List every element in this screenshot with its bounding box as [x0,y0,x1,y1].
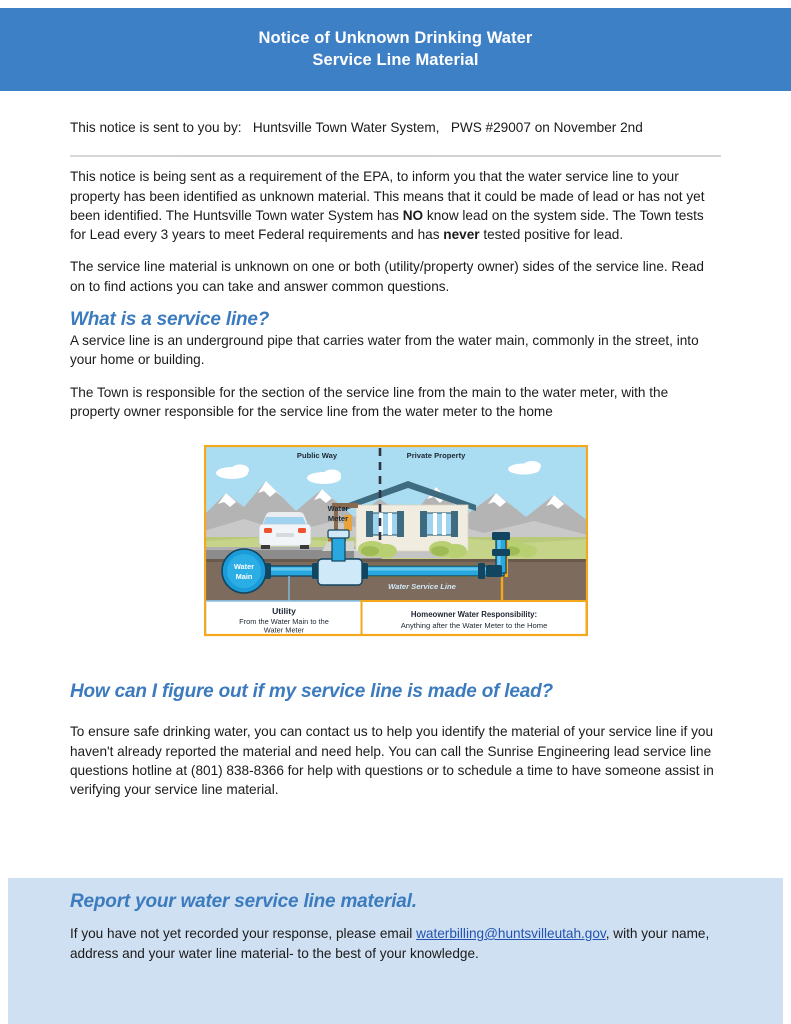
page-header-bar [0,8,791,91]
intro-p1-part-c: tested positive for lead. [479,227,624,243]
intro-p1-part-a: This notice is being sent as a requirement of the EPA, to inform you that the water service line to your property has been identified as unknown material. This means that it could be made of lead or has not yet been identified. The Huntsville Town water System has [70,169,705,223]
report-text-before: If you have not yet recorded your response, please email [70,926,417,941]
service-line-diagram-wrap [70,445,721,637]
sender-name: Huntsville Town Water System, [252,120,440,135]
page-title [259,28,533,72]
heading-what-is-a-service-line: What is a service line? [70,309,270,331]
intro-paragraph-1 [70,167,721,244]
intro-paragraph-2: The service line material is unknown on one or both (utility/property owner) sides of the service line. Read on to find actions you can take and answer common questions. [70,259,704,294]
pipe-coupling-6 [492,532,510,540]
document-body [0,91,791,799]
sender-pws: PWS #29007 on November 2nd [450,120,643,135]
house-window-left [372,513,398,535]
email-link[interactable]: waterbilling@huntsvilleutah.gov [416,926,606,941]
report-paragraph [70,924,713,963]
label-water-main-line1: Water [233,562,254,572]
label-water-meter-line1: Water [327,504,348,514]
page-title-line-2: Service Line Material [312,50,479,69]
page-title-line-1: Notice of Unknown Drinking Water [258,28,533,47]
content-column [0,91,791,799]
label-water-main-line2: Main [235,572,252,582]
heading-report-material: Report your water service line material. [70,891,417,912]
legend-utility-line2: Water Meter [263,625,304,635]
water-meter-cap [328,530,349,538]
car-taillight-left [264,528,272,533]
report-band-inner [8,878,783,963]
emphasis-never: never [443,227,480,243]
service-line-paragraph-1: A service line is an underground pipe that carries water from the water main, commonly in the street, into your home or building. [70,333,699,368]
service-line-diagram-svg [204,445,588,637]
report-band [8,878,783,1024]
intro-p1-part-b: know lead on the system side. The Town tests for Lead every 3 years to meet Federal requirements and has [70,207,704,243]
heading-how-to-figure-out-lead: How can I figure out if my service line is made of lead? [70,681,553,703]
lead-section-paragraph: To ensure safe drinking water, you can contact us to help you identify the material of your service line if you haven't already reported the material and need help. You can call the Sunrise Engineering lead service line questions hotline at (801) 838-8366 for help with questions or to schedule a time to have someone assist in verifying your service line material. [70,724,714,798]
legend-homeowner-title: Homeowner Water Responsibility: [410,610,537,620]
pipe-coupling-4 [478,563,485,579]
pipe-elbow [486,565,502,577]
service-line-diagram [204,445,588,637]
horizontal-divider [70,155,721,157]
service-line-paragraph-2: The Town is responsible for the section of the service line from the main to the water meter, with the property owner responsible for the service line from the water meter to the home [70,384,669,419]
house-window-right [426,513,452,535]
water-meter-box [318,559,362,585]
car [259,512,311,549]
water-meter-stem [332,537,345,561]
label-public-way: Public Way [296,451,337,461]
label-private-property: Private Property [406,451,465,461]
legend-homeowner-sub: Anything after the Water Meter to the Home [400,621,547,631]
label-water-service-line: Water Service Line [387,582,456,592]
pipe-coupling-5 [492,549,510,556]
sender-prefix: This notice is sent to you by: [70,120,242,135]
emphasis-no: NO [402,207,424,223]
legend-utility-line1: From the Water Main to the [238,617,329,627]
legend-utility-title: Utility [271,606,296,617]
car-taillight-right [298,528,306,533]
sender-line [70,91,721,137]
report-text-after: , with your name, address and your water line material- to the best of your knowledge. [70,926,710,961]
label-water-meter-line2: Meter [327,514,348,524]
